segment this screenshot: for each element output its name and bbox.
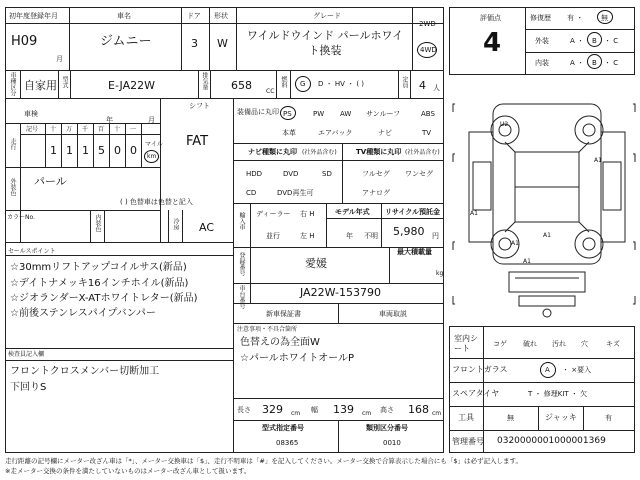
registration-label: 登録番号 xyxy=(238,252,245,276)
glass-rest: ・ ×要入 xyxy=(562,366,592,374)
interior-a: A ・ xyxy=(570,59,585,67)
tools-label: 工具 xyxy=(458,413,474,422)
nav-item: DVD再生可 xyxy=(277,189,314,197)
cm-unit: cm xyxy=(432,410,442,417)
month-suffix: 月 xyxy=(56,55,63,63)
sales-point: ☆ジオランダーX-ATホワイトレター(新品) xyxy=(10,293,198,304)
diagram-mark: A1 xyxy=(523,258,531,265)
equipment-item: PS xyxy=(283,110,292,118)
interior-selected: B xyxy=(592,59,597,67)
model-year-suffix: 年 xyxy=(346,232,353,240)
mileage-digit: 5 xyxy=(98,144,105,157)
seat-label: 室内シート xyxy=(454,334,478,353)
type-no: 08365 xyxy=(276,439,299,447)
jack-label: ジャッキ xyxy=(545,413,577,422)
tv-label: TV種類に丸印 xyxy=(356,148,402,156)
footer-note-1: 走行距離の記号欄にメーター改ざん車は「*」、メーター交換車は「$」、走行不明車は「#」を記入してください。メーター交換で合算表示した場合にも「$」は必ず記入します。 xyxy=(5,457,522,465)
sales-point: ☆30mmリフトアップコイルサス(新品) xyxy=(10,262,187,273)
diagram-mark: A1 xyxy=(470,210,478,217)
exterior-color-label: 外装色 xyxy=(9,178,16,196)
inspector-item: 下回りS xyxy=(10,382,47,393)
fuel-rest: D ・ HV ・ ( ) xyxy=(318,80,365,88)
seat-item: 穴 xyxy=(581,340,588,348)
new-car-warranty: 新車保証書 xyxy=(266,310,301,318)
drive-4wd: 4WD xyxy=(420,46,437,54)
class-no: 0010 xyxy=(383,439,401,447)
nav-item: HDD xyxy=(246,170,263,178)
mgmt-label: 管理番号 xyxy=(452,437,484,446)
digit-header: 記号 xyxy=(26,126,39,133)
sales-point: ☆デイトナメッキ16インチホイル(新品) xyxy=(10,278,189,289)
cc-unit: CC xyxy=(266,88,275,95)
mileage-digit: 0 xyxy=(114,144,121,157)
chassis: JA22W-153790 xyxy=(300,286,381,299)
shape: W xyxy=(217,37,228,50)
km-label: km xyxy=(147,153,157,160)
ac: AC xyxy=(199,221,215,234)
score-label: 評価点 xyxy=(480,14,501,22)
exterior-label: 外装 xyxy=(535,37,549,45)
door-label: ドア xyxy=(187,12,201,20)
car-name-label: 車名 xyxy=(117,12,131,20)
sales-point: ☆前後ステンレスパイプバンパー xyxy=(10,308,156,319)
mileage-digit: 1 xyxy=(50,144,57,157)
nav-note: (社外品含む) xyxy=(302,149,337,156)
interior-c: ・ C xyxy=(604,59,619,67)
tv-item: フルセグ xyxy=(362,170,390,178)
length: 329 xyxy=(262,403,283,416)
capacity-label: 定員 xyxy=(401,76,408,88)
shift-label: シフト xyxy=(189,102,210,110)
car-name: ジムニー xyxy=(100,34,152,49)
length-label: 長さ xyxy=(237,406,251,414)
dealer: ディーラー xyxy=(256,210,291,218)
mgmt-no: 0320000001000001369 xyxy=(497,436,606,446)
equipment-item: サンルーフ xyxy=(366,110,401,118)
nav-label: ナビ種類に丸印 xyxy=(248,148,297,156)
glass-label: フロントガラス xyxy=(452,365,508,374)
height: 168 xyxy=(408,403,429,416)
right-hand: 右 H xyxy=(300,210,315,218)
shape-label: 形状 xyxy=(214,12,228,20)
class-label: 類別区分番号 xyxy=(366,424,408,432)
equipment-item: ナビ xyxy=(378,129,392,137)
shaken-label: 車検 xyxy=(24,110,38,118)
fuel-g: G xyxy=(300,80,306,88)
parallel: 並行 xyxy=(266,232,280,240)
category: 自家用 xyxy=(24,79,57,92)
digit-header: 十 xyxy=(50,126,57,133)
capacity-unit: 人 xyxy=(433,84,440,92)
mileage-digit: 1 xyxy=(66,144,73,157)
repair-label: 修復歴 xyxy=(530,14,551,22)
mile-label: マイル xyxy=(145,141,163,148)
interior-label: 内装 xyxy=(535,59,549,67)
grade-label: グレード xyxy=(313,12,341,20)
spare-label: スペアタイヤ xyxy=(452,389,500,398)
recycle: 5,980 xyxy=(393,225,425,238)
grade: ワイルドウインド パールホワイト換装 xyxy=(246,29,404,57)
cm-unit: cm xyxy=(291,410,301,417)
car-body-diagram xyxy=(449,92,639,320)
doors: 3 xyxy=(191,37,198,50)
equipment-item: AW xyxy=(340,110,352,118)
equipment-item: 本革 xyxy=(282,129,296,137)
digit-header: 百 xyxy=(98,126,105,133)
footer-note-2: ※走メーター交換の条件を満たしていないものはメーター改ざん車として扱います。 xyxy=(5,467,251,475)
color-note: ( ) 色替車は色替と記入 xyxy=(120,198,193,206)
jack: 有 xyxy=(605,414,612,422)
nav-item: DVD xyxy=(283,170,299,178)
yen: 円 xyxy=(432,232,439,240)
tv-item: ワンセグ xyxy=(405,170,433,178)
mileage-digit: 0 xyxy=(130,144,137,157)
seat-item: キズ xyxy=(606,340,620,348)
equipment-item: PW xyxy=(313,110,325,118)
shift: FAT xyxy=(186,134,209,149)
kg-unit: kg xyxy=(436,270,444,277)
height-label: 高さ xyxy=(380,406,394,414)
digit-header: 一 xyxy=(130,126,137,133)
digit-header: 千 xyxy=(82,126,89,133)
shaken-month: 月 xyxy=(148,116,155,124)
equipment-item: TV xyxy=(422,129,432,137)
left-hand: 左 H xyxy=(300,232,315,240)
registration: 愛媛 xyxy=(305,257,327,270)
recycle-label: リサイクル預託金 xyxy=(385,208,441,216)
nav-item: CD xyxy=(246,189,257,197)
max-load-label: 最大積載量 xyxy=(397,248,432,256)
model-year-unknown: 不明 xyxy=(364,232,378,240)
model-label: 型式 xyxy=(61,76,68,88)
inspector-item: フロントクロスメンバー切断加工 xyxy=(10,366,160,377)
exterior-c: ・ C xyxy=(604,37,619,45)
displacement: 658 xyxy=(231,79,252,92)
tv-note: (社外品含む) xyxy=(405,149,440,156)
seat-item: 汚れ xyxy=(552,340,566,348)
import-label: 輸入車 xyxy=(238,212,245,230)
reg-year: H09 xyxy=(11,34,38,49)
equipment-label: 装備品に丸印 xyxy=(237,108,279,116)
mileage-label: 走行 xyxy=(9,138,16,150)
shaken-year: 年 xyxy=(106,116,113,124)
digit-header: 十 xyxy=(114,126,121,133)
exterior-a: A ・ xyxy=(570,37,585,45)
capacity: 4 xyxy=(419,79,426,92)
seat-item: 破れ xyxy=(523,340,537,348)
mileage-digit: 1 xyxy=(82,144,89,157)
type-label: 型式指定番号 xyxy=(262,424,304,432)
tools: 無 xyxy=(507,414,514,422)
exterior-color: パール xyxy=(34,175,67,188)
category-label: 車種区分 xyxy=(9,72,16,96)
repair-options: 有 ・ xyxy=(567,14,584,22)
inspector-label: 検査員記入欄 xyxy=(8,351,45,358)
fuel-label: 燃料 xyxy=(280,76,287,88)
note: 色替えの為全面W xyxy=(240,337,320,348)
nav-item: SD xyxy=(322,170,332,178)
width: 139 xyxy=(333,403,354,416)
cm-unit: cm xyxy=(362,410,372,417)
glass-selected: A xyxy=(545,366,550,374)
diagram-mark: A1 xyxy=(594,157,602,164)
reg-year-label: 初年度登録年月 xyxy=(9,12,58,20)
chassis-label: 車台番号 xyxy=(238,285,245,309)
tv-item: アナログ xyxy=(362,189,390,197)
equipment-item: エアバック xyxy=(318,129,353,137)
diagram-mark: A1 xyxy=(511,240,519,247)
ac-label: 冷房 xyxy=(172,218,179,230)
note: ☆パールホワイトオールP xyxy=(240,353,354,364)
seat-item: コゲ xyxy=(493,340,507,348)
digit-header: 万 xyxy=(66,126,73,133)
displacement-label: 排気量 xyxy=(201,72,208,90)
manual: 車両取説 xyxy=(379,310,407,318)
interior-color-label: 内装色 xyxy=(94,214,101,232)
repair-selected: 無 xyxy=(601,14,608,22)
diagram-mark: U2 xyxy=(500,121,509,128)
model-year-label: モデル年式 xyxy=(335,208,370,216)
width-label: 幅 xyxy=(311,406,318,414)
sales-points-label: セールスポイント xyxy=(8,248,56,255)
model: E-JA22W xyxy=(108,79,155,92)
diagram-mark: A1 xyxy=(543,232,551,239)
equipment-item: ABS xyxy=(421,110,435,118)
exterior-selected: B xyxy=(592,37,597,45)
notes-label: 注意事項・不具合箇所 xyxy=(237,326,298,333)
spare: T ・ 修理KIT ・ 欠 xyxy=(528,390,588,398)
score-value: 4 xyxy=(483,28,502,58)
color-no-label: カラーNo. xyxy=(7,214,35,221)
drive-2wd: 2WD xyxy=(419,20,436,28)
